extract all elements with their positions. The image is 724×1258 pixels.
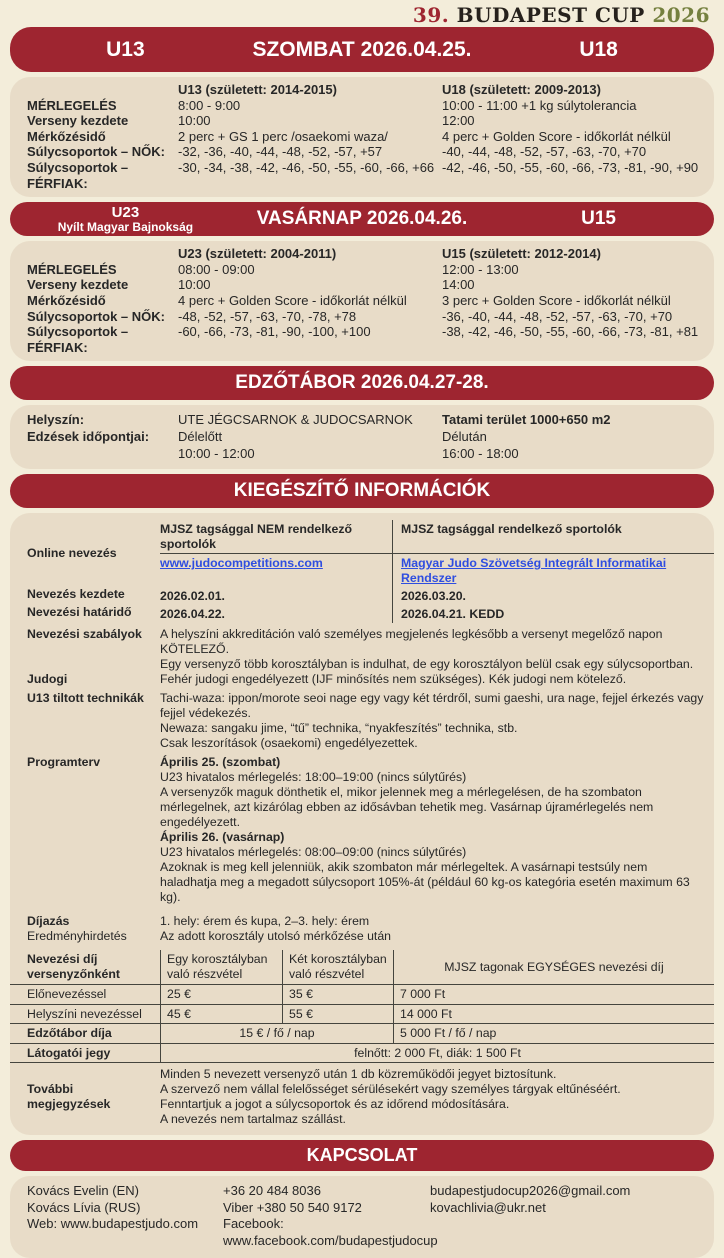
contact-title: KAPCSOLAT	[306, 1145, 418, 1166]
row-label: Eredményhirdetés	[27, 929, 127, 944]
contact-panel	[10, 1176, 714, 1258]
sunday-header-bar	[10, 202, 714, 236]
table-row: Edzések időpontjai: Délelőtt Délután	[27, 429, 487, 445]
row-label: Online nevezés	[27, 546, 117, 561]
page-title	[0, 0, 724, 27]
table-row	[10, 246, 714, 262]
forbidden-techniques-row: U13 tiltott technikák Tachi-waza: ippon/morote seoi nage egy vagy két térdről, sumi gaeshi, ura nage, fejjel érkezés vagy fejjel védekezés. Newaza: sangaku jime, “tű” technika, “nyakfeszítés” technika, stb. Csak leszorítások (osaekomi) engedélyezettek.	[10, 691, 714, 751]
row-label: Programterv	[27, 755, 101, 770]
judocompetitions-link[interactable]: www.judocompetitions.com	[160, 556, 323, 571]
table-row: Verseny kezdete 10:00 14:00	[27, 277, 475, 293]
contact-email: budapestjudocup2026@gmail.com	[430, 1183, 631, 1199]
title-main: BUDAPEST CUP	[456, 3, 645, 27]
col2-header: U18 (született: 2009-2013)	[442, 82, 601, 97]
table-row: Súlycsoportok – NŐK: -48, -52, -57, -63, -70, -78, +78 -36, -40, -44, -48, -52, -57, -63, -70, +70	[27, 308, 673, 324]
contact-phone: Viber +380 50 540 9172	[223, 1199, 362, 1215]
row-label: Nevezés kezdete	[27, 587, 125, 602]
fee-table-header: Nevezési díj versenyzőnként Egy korosztályban való részvétel Két korosztályban való részvétel MJSZ tagonak EGYSÉGES nevezési díj	[10, 950, 714, 984]
col1-header: U23 (született: 2004-2011)	[178, 246, 337, 262]
title-year: 2026	[652, 3, 710, 27]
table-row: 10:00 - 12:00 16:00 - 18:00	[178, 446, 519, 462]
contact-email: kovachlivia@ukr.net	[430, 1199, 546, 1215]
table-row: MÉRLEGELÉS 8:00 - 9:00 10:00 - 11:00 +1 kg súlytolerancia	[27, 97, 637, 113]
col2-header: U15 (született: 2012-2014)	[442, 246, 601, 262]
table-row: Edzőtábor díja 15 € / fő / nap 5 000 Ft / fő / nap	[10, 1023, 714, 1043]
table-row: Mérkőzésidő 2 perc + GS 1 perc /osaekomi waza/ 4 perc + Golden Score - időkorlát nélkül	[27, 128, 671, 144]
row-label: Judogi	[27, 672, 68, 687]
camp-title: EDZŐTÁBOR 2026.04.27-28.	[235, 372, 489, 394]
online-entry-row	[10, 520, 714, 587]
contact-row	[10, 1183, 714, 1200]
contact-header-bar	[10, 1140, 714, 1171]
table-row: Súlycsoportok – FÉRFIAK: -30, -34, -38, -42, -46, -50, -55, -60, -66, +66 -42, -46, -50, -55, -60, -66, -73, -81, -90, +90	[27, 159, 699, 191]
table-row: Látogatói jegy felnőtt: 2 000 Ft, diák: 1 500 Ft	[10, 1043, 714, 1063]
table-row: MÉRLEGELÉS 08:00 - 09:00 12:00 - 13:00	[27, 261, 519, 277]
contact-person: Kovács Lívia (RUS)	[27, 1199, 141, 1215]
contact-web: Web: www.budapestjudo.com	[27, 1216, 199, 1232]
row-label: Díjazás	[27, 914, 70, 929]
online-col1-header: MJSZ tagsággal NEM rendelkező sportolók	[160, 520, 392, 554]
sunday-category-u15: U15	[581, 208, 616, 230]
sunday-category-u23: U23 Nyílt Magyar Bajnokság	[57, 204, 194, 234]
results-row: Eredményhirdetés Az adott korosztály utolsó mérkőzése után	[10, 929, 714, 944]
mjsz-system-link[interactable]: Magyar Judo Szövetség Integrált Informatikai Rendszer	[401, 556, 667, 586]
table-row: Súlycsoportok – NŐK: -32, -36, -40, -44, -48, -52, -57, +57 -40, -44, -48, -52, -57, -63, -70, +70	[27, 144, 647, 160]
notes-row: További megjegyzések Minden 5 nevezett versenyző után 1 db közreműködői jegyet biztosítunk. A szervező nem vállal felelősséget sérülésekért vagy személyes tárgyak eltűnéséért. Fenntartjuk a jogot a súlycsoportok és az időrend módosítására. A nevezés nem tartalmaz szállást.	[10, 1067, 714, 1127]
info-title: KIEGÉSZÍTŐ INFORMÁCIÓK	[233, 480, 491, 502]
entry-rules-row: Nevezési szabályok A helyszíni akkreditáción való személyes megjelenés legkésőbb a versenyt megelőző napon KÖTELEZŐ. Egy versenyző több korosztályban is indulhat, de egy korosztályon belül csak egy súlycsoportban.	[10, 627, 714, 672]
awards-row: Díjazás 1. hely: érem és kupa, 2–3. hely: érem	[10, 914, 714, 929]
row-label: Nevezési szabályok	[27, 627, 142, 642]
program-plan-row: Programterv Április 25. (szombat) U23 hivatalos mérlegelés: 18:00–19:00 (nincs súlytűrés) A versenyzők maguk dönthetik el, mikor jelennek meg a mérlegelésen, de ha szombaton mérlegelnek, azt kizárólag ebben az idősávban tehetik meg. Vasárnap újramérlegelés nem engedélyezett. Április 26. (vasárnap) U23 hivatalos mérlegelés: 08:00–09:00 (nincs súlytűrés) Azoknak is meg kell jelenniük, akik szombaton már mérlegeltek. A vasárnapi testsúly nem haladhatja meg a megadott súlycsoport 105%-át (például 60 kg-os kategória esetén maximum 63 kg).	[10, 755, 714, 905]
contact-row	[10, 1216, 714, 1249]
entry-start-row: Nevezés kezdete 2026.02.01. 2026.03.20.	[10, 587, 714, 605]
camp-panel	[10, 405, 714, 469]
info-header-bar	[10, 474, 714, 508]
title-number: 39.	[412, 3, 450, 27]
entry-deadline-row: Nevezési határidő 2026.04.22. 2026.04.21. KEDD	[10, 605, 714, 623]
saturday-date: SZOMBAT 2026.04.25.	[252, 37, 472, 61]
contact-phone: +36 20 484 8036	[223, 1183, 321, 1199]
table-row: Verseny kezdete 10:00 12:00	[27, 113, 475, 129]
contact-row	[10, 1200, 714, 1217]
fee-table	[10, 950, 714, 1063]
sunday-date: VASÁRNAP 2026.04.26.	[256, 208, 468, 230]
saturday-category-u13: U13	[106, 37, 145, 61]
saturday-category-u18: U18	[579, 37, 618, 61]
contact-facebook: Facebook: www.facebook.com/budapestjudocup	[223, 1216, 438, 1248]
sunday-schedule-panel	[10, 241, 714, 361]
table-row: Mérkőzésidő 4 perc + Golden Score - időkorlát nélkül 3 perc + Golden Score - időkorlát nélkül	[27, 292, 671, 308]
saturday-header-bar	[10, 27, 714, 72]
contact-person: Kovács Evelin (EN)	[27, 1183, 139, 1199]
camp-header-bar	[10, 366, 714, 400]
saturday-schedule-panel	[10, 77, 714, 197]
table-row: Helyszín: UTE JÉGCSARNOK & JUDOCSARNOK Tatami terület 1000+650 m2	[27, 412, 611, 428]
table-row: Súlycsoportok – FÉRFIAK: -60, -66, -73, -81, -90, -100, +100 -38, -42, -46, -50, -55, -60, -66, -73, -81, +81	[27, 324, 699, 355]
row-label: További megjegyzések	[27, 1082, 111, 1112]
row-label: U13 tiltott technikák	[27, 691, 144, 706]
table-row	[10, 82, 714, 98]
online-col2-header: MJSZ tagsággal rendelkező sportolók	[392, 520, 714, 554]
table-row: Előnevezéssel 25 € 35 € 7 000 Ft	[10, 984, 714, 1004]
col1-header: U13 (született: 2014-2015)	[178, 82, 337, 97]
row-label: Nevezési határidő	[27, 605, 132, 620]
table-row: Helyszíni nevezéssel 45 € 55 € 14 000 Ft	[10, 1004, 714, 1024]
info-panel	[10, 513, 714, 1135]
judogi-row: Judogi Fehér judogi engedélyezett (IJF minősítés nem szükséges). Kék judogi nem kötelező.	[10, 672, 714, 687]
